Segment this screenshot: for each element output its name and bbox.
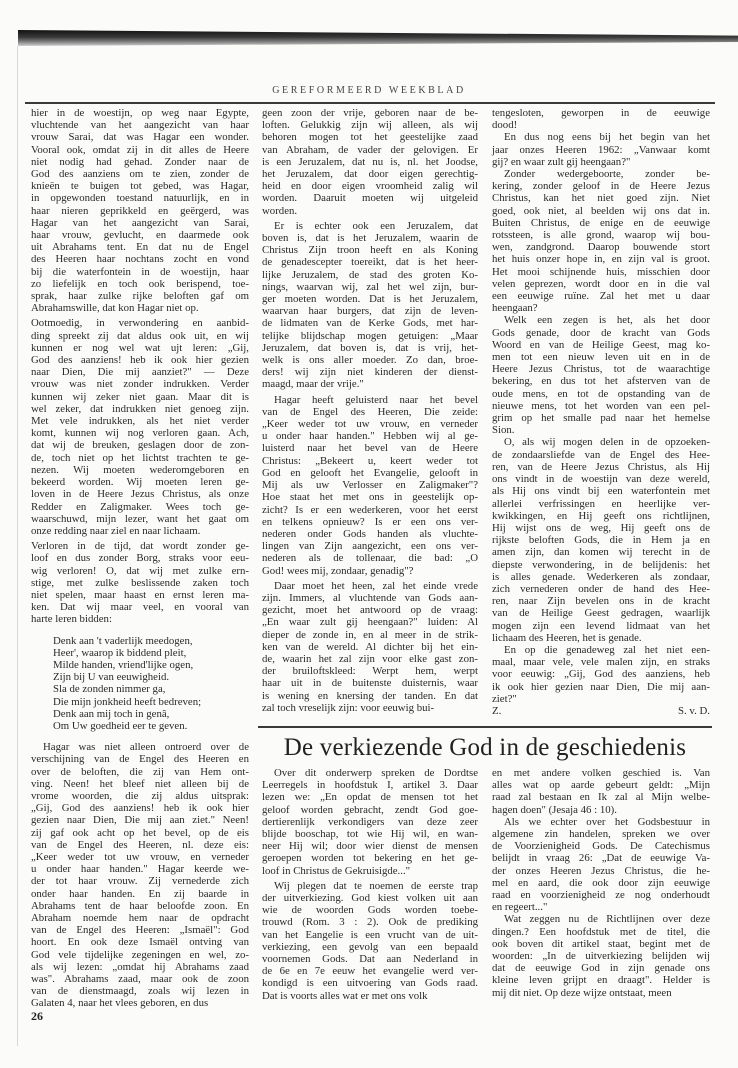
text-line: van de Engel des Heeren, Die zeide: [262, 405, 478, 418]
paragraph [492, 107, 710, 131]
text-line: en telkens opnieuw? Is er een ons ver- [262, 515, 478, 528]
text-line: van de Heilige Geest gedragen, waarlijk [492, 607, 710, 620]
text-line: Die mijn jonkheid heeft bedreven; [53, 695, 202, 708]
text-line: geroepen worden tot bekering en het ge- [262, 852, 478, 865]
text-line: worden. [262, 204, 298, 217]
text-line: kunnen wij zeker niet gaan. Maar dit is [31, 390, 249, 403]
text-line: geen zoon der vrije, geboren naar de be- [262, 107, 478, 119]
text-line: Vooral ook, omdat zij in dit alles de Heere [31, 143, 249, 156]
text-line: goed, ook niet, al beelden wij ons dat in. [492, 204, 710, 217]
text-line: de 6e en 7e eeuw het evangelie werd ver- [262, 965, 478, 978]
text-line: als Hij ons vindt bij een waterfontein met [492, 485, 710, 498]
text-line: En dus nog eens bij het begin van het [504, 131, 710, 144]
text-line: mel en aard, die ook door zijn eeuwige [492, 876, 710, 889]
text-line: van de dienstmaagd, zoals wij lezen in [31, 985, 249, 998]
text-line: Als we echter over het Godsbestuur in [504, 815, 710, 828]
article2-column-2 [492, 767, 710, 999]
text-line: der onzes Heeren Jezus Christus, die he- [492, 864, 710, 877]
text-line: zijn. Immers, al vluchtende van Gods aan- [262, 591, 478, 604]
text-line: de, waarin het zal zijn voor elke gast zon- [262, 652, 478, 665]
text-line: Leerregels in hoofdstuk I, artikel 3. Daar [262, 779, 478, 792]
text-line: is alles genade. Wederkeren als zondaar, [492, 570, 710, 583]
text-line: hier in de woestijn, op weg naar Egypte, [31, 107, 249, 119]
paragraph [492, 436, 710, 643]
text-line: dat de eeuwige God in zijn genade ons [492, 962, 710, 975]
text-line: ding spreekt zij dat aldus ook uit, en wij [31, 329, 249, 342]
text-line: ken van de wereld. Al dichter bij het ein- [262, 640, 478, 653]
text-line: velen geprezen, wordt door en in die val [492, 277, 710, 290]
text-line: algemene zin handelen, spreken we over [492, 828, 710, 841]
author-signature [492, 705, 710, 717]
text-line: dingen.? Een hoofdstuk met de titel, die [492, 925, 710, 938]
article1-column-1 [31, 107, 249, 1010]
paragraph [31, 540, 249, 625]
text-line: haar nieren geprikkeld en geërgerd, was [31, 204, 249, 217]
text-line: Galaten 4, naar het vlees geboren, en dus [31, 997, 209, 1010]
text-line: Milde handen, vriend'lijke ogen, [53, 658, 194, 671]
text-line: allerlei verfrissingen en heerlijke ver- [492, 497, 710, 510]
text-line: kering, zonder geloof in de Heere Jezus [492, 180, 710, 193]
text-line: ving. Neen! het bleef niet alleen bij de [31, 777, 249, 790]
text-line: bekeerd worden. Wij moeten leren ge- [31, 476, 249, 489]
text-line: ik ook hier gezien naar Dien, Die mij aan- [492, 680, 710, 693]
text-line: de lidmaten van de Kerke Gods, met har- [262, 317, 478, 330]
text-line: God en gelooft het Evangelie, gelooft in [262, 466, 478, 479]
text-line: Wij plegen dat te noemen de eerste trap [274, 879, 478, 892]
scan-edge-shadow [18, 30, 738, 46]
text-line: onze redding naar ziel en naar lichaam. [31, 524, 201, 537]
text-line: haar vrouw, gevlucht, en daarmede ook [31, 229, 249, 242]
text-line: Sion. [492, 424, 515, 437]
text-line: Abraham noemde hem naar de opdracht [31, 912, 249, 924]
text-line: Redder en Zaligmaker. Wees toch ge- [31, 500, 249, 513]
text-line: Over dit onderwerp spreken de Dordtse [274, 767, 478, 779]
text-line: van de Engel des Heeren, nl. deze eis: [31, 838, 249, 851]
text-line: als wij lezen: „omdat hij Abrahams zaad [31, 960, 249, 973]
text-line: raad en voorzienigheid ze nog onderhoudt [492, 889, 710, 902]
text-line: Welk een zegen is het, als het door [504, 314, 710, 327]
text-line: Christus, kan het niet goed zijn. Niet [492, 192, 710, 205]
text-line: vrome woorden, die zij aldus uitsprak: [31, 789, 249, 802]
text-line: zal toch vreselijk zijn: voor eeuwig bui- [262, 701, 435, 714]
text-line: behoren mogen tot het geestelijke zaad [262, 131, 478, 144]
text-line: Mij als uw Verlosser en Zaligmaker"? [262, 479, 478, 492]
text-line: alles wat op aarde gebeurt geldt: „Mijn [492, 779, 710, 792]
text-line: hoort. En ook deze Ismaël ontving van [31, 936, 249, 949]
paragraph [31, 317, 249, 537]
text-line: en regeert..." [492, 901, 548, 914]
paragraph [492, 767, 710, 816]
text-line: grim op het smalle pad naar het hemelse [492, 412, 710, 425]
header-rule [25, 102, 715, 104]
paragraph [492, 131, 710, 168]
text-line: kunnen er nog wel wat ujt leren: „Gij, [31, 341, 249, 354]
text-line: loften. Gelukkig zijn wij alleen, als wij [262, 119, 478, 132]
text-line: zo liefelijk en toch ook berispend, toe- [31, 277, 249, 290]
text-line: en met andere volken geschied is. Van [492, 767, 710, 779]
text-line: komt, kunnen wij nog verloren gaan. Ach, [31, 427, 249, 440]
text-line: gezicht, moet het antwoord op de vraag: [262, 604, 478, 617]
text-line: Hoe staat het met ons in geestelijk op- [262, 491, 478, 504]
text-line: Hagar was niet alleen ontroerd over de [43, 741, 249, 754]
text-line: in opgewonden toestand natuurlijk, en in [31, 192, 249, 205]
paragraph [262, 220, 478, 391]
text-line: het huis onzer hope in, en zijn val is groot. [492, 253, 710, 266]
article-headline: De verkiezende God in de geschiedenis [283, 734, 687, 761]
text-line: heengaan? [492, 302, 538, 315]
text-line: Om Uw goedheid eer te geven. [53, 719, 188, 732]
text-line: Verloren in de tijd, dat wordt zonder ge- [31, 540, 249, 553]
text-line: raad zal bestaan en Ik zal al Mijn welbe- [492, 791, 710, 804]
signature-left: Z. [492, 704, 502, 717]
text-line: het Jeruzalem, dat door eigen gerechtig- [262, 168, 478, 181]
text-line: een eeuwige ruïne. Zal het met u daar [492, 290, 710, 303]
text-line: neer Hij wil; door wier dienst de mensen [262, 840, 478, 853]
text-line: waarschuwd, mijn lezer, want het gaat om [31, 512, 249, 525]
text-line: wel zeker, dat indrukken niet genoeg zijn. [31, 402, 249, 415]
text-line: lichaam des Heeren, het is genade. [492, 631, 642, 644]
text-line: niet nodig had gehad. Zonder naar de [31, 155, 249, 168]
text-line: boven is, dat is het Jeruzalem, waarin de [262, 232, 478, 245]
text-line: vrouw Sarai, dat was Hagar een wonder. [31, 131, 249, 144]
paragraph [492, 816, 710, 914]
text-line: kwikkingen, en Hij geeft ons richtlijnen, [492, 509, 710, 522]
text-line: jaar onzes Heeren 1962: „Vanwaar komt [492, 143, 710, 156]
text-line: Abrahamswille, dat kon Hagar niet op. [31, 302, 199, 315]
article2-column-1 [262, 767, 478, 1002]
article1-column-2 [262, 107, 478, 714]
text-line: hagen doen" (Jesaja 46 : 10). [492, 803, 617, 816]
text-line: mogen zijn een levend lidmaat van het [492, 619, 710, 632]
text-line: uit Abrahams tent. En dat nu de Engel [31, 241, 249, 254]
text-line: ziet?" [492, 692, 517, 705]
text-line: der tot haar vrouw. Zij vernederde zich [31, 875, 249, 888]
text-line: van Abraham, de vader der gelovigen. Er [262, 143, 478, 156]
text-line: dood! [492, 119, 518, 132]
text-line: Woord en van de Heilige Geest, mag ko- [492, 338, 710, 351]
text-line: verschijning van de Engel des Heeren en [31, 753, 249, 766]
text-line: verkiezing, een gevolg van een bepaald [262, 940, 478, 953]
text-line: O, als wij mogen delen in de opzoeken- [504, 436, 710, 449]
text-line: trouwd (Rom. 3 : 2). Ook de prediking [262, 916, 478, 929]
text-line: van het Eangelie is een vrucht van de uit- [262, 928, 478, 941]
text-line: wig verloren! O, dat wij met zulke ern- [31, 564, 249, 577]
text-line: ren, naar Zijn bevelen ons in de kracht [492, 595, 710, 608]
text-line: wen, zandgrond. Daarop bouwende stort [492, 241, 710, 254]
text-line: is wening en knersing der tanden. En dat [262, 689, 478, 702]
text-line: nederen onder Gods handen als vluchte- [262, 527, 478, 540]
text-line: blijde booschap, tot wie Hij wil, en wan- [262, 828, 478, 841]
text-line: Met vele indrukken, als het niet verder [31, 415, 249, 428]
text-line: de, toch niet op het lichtst trachten te ge- [31, 451, 249, 464]
text-line: „Keer weder tot uw vrouw, en verneder [262, 418, 478, 431]
text-line: knieën te buigen tot gebed, was Hagar, [31, 180, 249, 193]
text-line: de zondaarsliefde van de Engel des Hee- [492, 448, 710, 461]
text-line: loof in Christus de Gekruisigde..." [262, 864, 411, 877]
text-line: u onder haar handen." Hebben wij al ge- [262, 430, 478, 443]
text-line: ken. Dat wij maar veel, en vooral van [31, 601, 249, 614]
text-line: nezen. Wij moeten wederomgeboren en [31, 463, 249, 476]
text-line: Christus Zijn troon heeft en als Koning [262, 244, 478, 257]
text-line: kleine leven grijpt en draagt". Helder is [492, 974, 710, 987]
text-line: Hagar van het aangezicht van Sarai, [31, 216, 249, 229]
text-line: telijke blijdschap mogen getuigen: „Maar [262, 329, 478, 342]
text-line: haar uit in de buitenste duisternis, waar [262, 677, 478, 690]
text-line: Christus: „Bekeert u, keert weder tot [262, 454, 478, 467]
text-line: der bruiloftskleed: Werpt hem, werpt [262, 665, 478, 678]
paragraph [492, 168, 710, 314]
paragraph [262, 107, 478, 217]
text-line: God des aanziens! heb ik ook hier gezien [31, 354, 249, 367]
text-line: waarvan haar burgers, dat zijn de leven- [262, 305, 478, 318]
page-number: 26 [31, 1009, 43, 1023]
text-line: lijke Jeruzalem, de stad des groten Ko- [262, 268, 478, 281]
text-line: Hagar heeft geluisterd naar het bevel [274, 393, 478, 406]
text-line: Heer', waarop ik biddend pleit, [53, 646, 187, 659]
text-line: dieper de zonde in, en al meer in de strik- [262, 628, 478, 641]
text-line: nederen als de tollenaar, die bad: „O [262, 552, 478, 565]
paragraph [31, 741, 249, 1009]
text-line: rijkste beloften Gods, die in Hem ja en [492, 534, 710, 547]
text-line: „En waar zult gij heengaan?" luiden: Al [262, 616, 478, 629]
text-line: Ootmoedig, in verwondering en aanbid- [31, 317, 249, 330]
paragraph [492, 314, 710, 436]
text-line: maagd, maar der vrije." [262, 378, 364, 391]
text-line: gezien naar Dien, Die mij aan ziet." Neen! [31, 814, 249, 827]
text-line: wie de woorden Gods worden toebe- [262, 904, 478, 917]
text-line: over de beloften, die zij van Hem ont- [31, 765, 249, 778]
text-line: dat wij de breuken, geslagen door de zon- [31, 439, 249, 452]
text-line: zij gaf ook acht op het bevel, op de eis [31, 826, 249, 839]
text-line: Dat is voorts alles wat er met ons volk [262, 989, 428, 1002]
text-line: loof en dus zonder Borg, straks voor eeu- [31, 552, 249, 565]
text-line: Wat zeggen nu de Richtlijnen over deze [504, 913, 710, 926]
text-line: Er is echter ook een Jeruzalem, dat [274, 219, 478, 232]
text-line: voornemen Gods. Dat aan Nederland in [262, 953, 478, 966]
text-line: Hij wijst ons de weg, Hij geeft ons de [492, 521, 710, 534]
publication-header: GEREFORMEERD WEEKBLAD [272, 85, 466, 96]
text-line: lezen we: „En opdat de mensen tot het [262, 791, 478, 804]
text-line: ders! wij zijn niet kinderen der dienst- [262, 366, 478, 379]
text-line: was". Abrahams zaad, maar ook de zoon [31, 973, 249, 986]
text-line: is een Jeruzalem, dat nu is, nl. het Joodse, [262, 155, 478, 168]
text-line: des Heeren haar nochtans zocht en vond [31, 253, 249, 266]
paragraph [492, 644, 710, 705]
text-line: woorden: „In de uitverkiezing belijden wij [492, 950, 710, 963]
text-line: ook boven dit artikel staat, begint met de [492, 937, 710, 950]
text-line: gij? en waar zult gij heengaan?" [492, 155, 631, 168]
text-line: worden. Daaruit moeten wij uitgeleid [262, 192, 478, 205]
text-line: loven in de Heere Jezus Christus, als onze [31, 488, 249, 501]
text-line: God vele tijdelijke zegeningen en wel, zo- [31, 948, 249, 961]
text-line: Zijn bij U van eeuwigheid. [53, 671, 170, 684]
text-line: rotssteen, is alle grond, waarop wij bou- [492, 229, 710, 242]
text-line: der uitverkiezing. God kiest volken uit aan [262, 892, 478, 905]
text-line: niet spelen, maar haast en ernst leren ma- [31, 588, 249, 601]
text-line: Abrahams tent de haar beloofde zoon. En [31, 899, 249, 912]
signature-right: S. v. D. [678, 704, 710, 717]
text-line: men tot een nieuw leven uit en in de [492, 351, 710, 364]
text-line: Denk aan 't vaderlijk meedogen, [53, 634, 193, 647]
poem-stanza [53, 635, 249, 733]
text-line: naar Dien, Die mij aanziet?" — Deze [31, 366, 249, 379]
text-line: de Voorzienigheid Gods. De Catechismus [492, 840, 710, 853]
text-line: lingen van Zijn aangezicht, een ons ver- [262, 540, 478, 553]
text-line: zich vernederen onder de hand des Hee- [492, 582, 710, 595]
text-line: amen zijn, dan komen wij terecht in de [492, 546, 710, 559]
text-line: luisterd naar het bevel van de Heere [262, 442, 478, 455]
text-line: maal, maar vele, vele malen zijn, en straks [492, 656, 710, 669]
text-line: ren, van de Heere Jezus Christus, als Hij [492, 460, 710, 473]
text-line: Zonder wedergeboorte, zonder be- [504, 168, 710, 181]
text-line: „Keer weder tot uw vrouw, en verneder [31, 850, 249, 863]
text-line: Sla de zonden nimmer ga, [53, 683, 166, 696]
text-line: belijdt in vraag 26: „Dat de eeuwige Va- [492, 852, 710, 865]
text-line: God des aanziens om te zien, zonder de [31, 168, 249, 181]
text-line: ger moeten worden. Dat is het Jeruzalem, [262, 293, 478, 306]
text-line: de genadescepter toereikt, dat is het heer- [262, 256, 478, 269]
text-line: stige, met zulke beslissende zaken toch [31, 576, 249, 589]
text-line: En op die genadeweg zal het niet een- [504, 643, 710, 656]
text-line: „Gij, God des aanziens! heb ik ook hier [31, 802, 249, 815]
paragraph [262, 880, 478, 1002]
paragraph [31, 107, 249, 314]
text-line: mij dit niet. Op deze wijze ontstaat, meen [492, 986, 672, 999]
text-line: u onder haar handen." Hagar keerde we- [31, 863, 249, 876]
text-line: heid en door eigen vroomheid zalig wil [262, 180, 478, 193]
text-line: kondigd is een uitvoering van Gods raad. [262, 977, 478, 990]
text-line: Jeruzalem, dat boven is, dat is vrij, het- [262, 341, 478, 354]
text-line: Buiten Christus, de enige en de eeuwige [492, 216, 710, 229]
text-line: van de Engel des Heeren: „Ismaël": God [31, 924, 249, 937]
text-line: geloof worden gebracht, zendt God goe- [262, 803, 478, 816]
text-line: Denk aan mij toch in genâ, [53, 707, 170, 720]
text-line: Heere Jezus Christus, tot de waarachtige [492, 363, 710, 376]
text-line: dertierenlijk verkondigers van deze zeer [262, 815, 478, 828]
text-line: tengesloten, geworpen in de eeuwige [492, 107, 710, 119]
text-line: ons vindt in de woestijn van deze wereld, [492, 473, 710, 486]
text-line: bekering, en dus tot het afsterven van de [492, 375, 710, 388]
text-line: voor eeuwig: „Gij, God des aanziens, heb [492, 668, 710, 681]
text-line: vrouw was niet zonder indrukken. Verder [31, 378, 249, 391]
page-edge [17, 46, 18, 1046]
text-line: diepste verwondering, in de belijdenis: het [492, 558, 710, 571]
text-line: zicht? Is er een wederkeren, voor het eerst [262, 503, 478, 516]
paragraph [262, 394, 478, 577]
paragraph [492, 913, 710, 998]
text-line: onder haar handen. En zij baarde in [31, 887, 249, 900]
article1-column-3 [492, 107, 710, 717]
text-line: nings, waarvan wij, zal het wel zijn, bur- [262, 280, 478, 293]
text-line: oude mens, en tot de opstanding van de [492, 387, 710, 400]
article-divider-rule [258, 726, 712, 728]
text-line: sprak, haar zulke rijke beloften gaf om [31, 290, 249, 303]
text-line: nieuwe mens, tot het worden van een pel- [492, 399, 710, 412]
text-line: welk is ons aller moeder. Zo dan, broe- [262, 354, 478, 367]
paragraph [262, 580, 478, 714]
text-line: harte leren bidden: [31, 613, 112, 626]
text-line: vluchtende van het aangezicht van haar [31, 119, 249, 132]
text-line: Daar moet het heen, zal het einde vrede [274, 579, 478, 592]
text-line: Het mooi schijnende huis, misschien door [492, 265, 710, 278]
text-line: God! wees mij, zondaar, genadig"? [262, 564, 414, 577]
text-line: bij die waterfontein in de woestijn, haar [31, 265, 249, 278]
text-line: Gods genade, door de kracht van Gods [492, 326, 710, 339]
paragraph [262, 767, 478, 877]
